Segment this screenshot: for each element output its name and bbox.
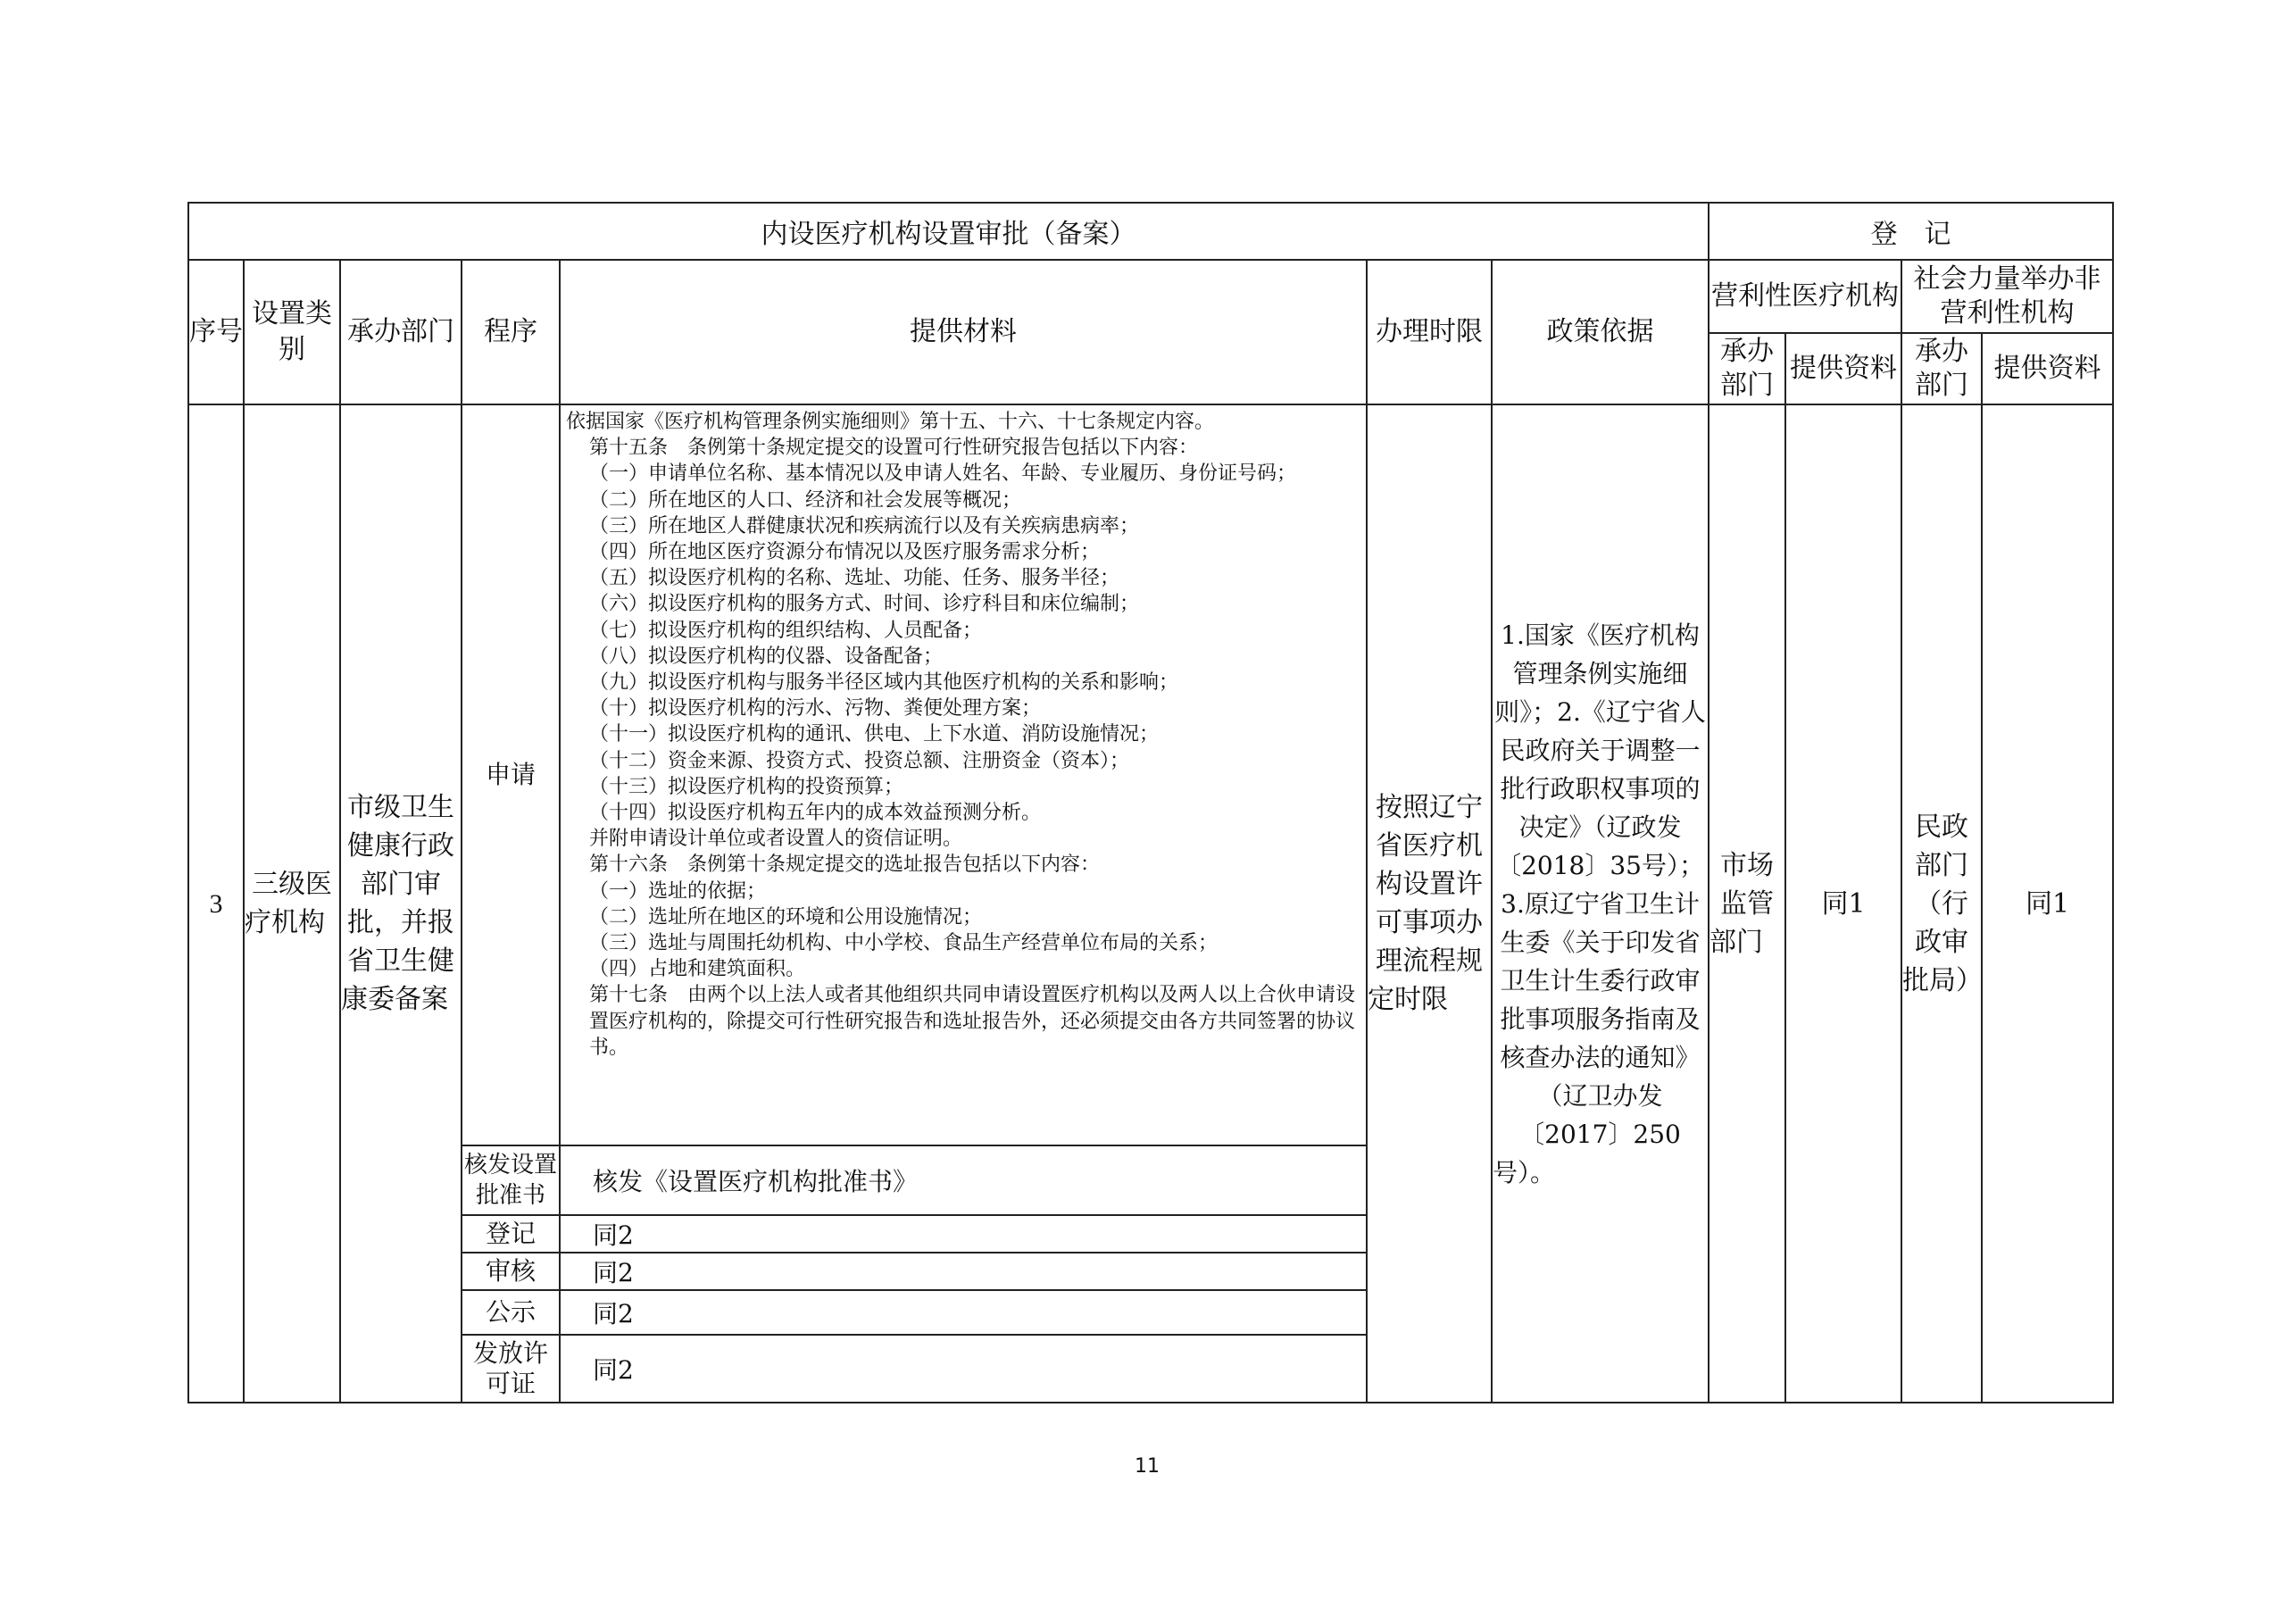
header-time: 办理时限 <box>1367 260 1492 404</box>
row-type: 三级医疗机构 <box>244 404 340 1403</box>
step-issue-approval: 核发设置批准书 <box>462 1145 560 1215</box>
material-line: 第十五条 条例第十条规定提交的设置可行性研究报告包括以下内容： <box>589 437 1199 460</box>
row-seq: 3 <box>188 404 244 1403</box>
material-line: （二）选址所在地区的环境和公用设施情况； <box>589 905 983 929</box>
material-line: （十）拟设医疗机构的污水、污物、粪便处理方案； <box>589 697 1042 720</box>
material-line: （五）拟设医疗机构的名称、选址、功能、任务、服务半径； <box>589 567 1120 590</box>
step-publicize: 公示 <box>462 1290 560 1335</box>
title-left: 内设医疗机构设置审批（备案） <box>188 203 1709 260</box>
header-policy: 政策依据 <box>1492 260 1709 404</box>
header-type: 设置类别 <box>244 260 340 404</box>
material-line: （三）选址与周围托幼机构、中小学校、食品生产经营单位布局的关系； <box>589 932 1219 955</box>
material-line: （四）占地和建筑面积。 <box>589 958 806 981</box>
material-line: （八）拟设医疗机构的仪器、设备配备； <box>589 645 944 668</box>
material-line: （一）选址的依据； <box>589 879 767 903</box>
row-profit-materials: 同1 <box>1785 404 1901 1403</box>
header-materials: 提供材料 <box>560 260 1367 404</box>
material-line: （六）拟设医疗机构的服务方式、时间、诊疗科目和床位编制； <box>589 593 1140 616</box>
step-review: 审核 <box>462 1253 560 1290</box>
step-register-materials: 同2 <box>560 1215 1367 1253</box>
material-line: （三）所在地区人群健康状况和疾病流行以及有关疾病患病率； <box>589 514 1140 537</box>
row-nonprofit-dept: 民政部门（行政审批局） <box>1901 404 1982 1403</box>
header-seq: 序号 <box>188 260 244 404</box>
material-line: 并附申请设计单位或者设置人的资信证明。 <box>589 828 963 851</box>
table-sheet <box>187 202 2112 1402</box>
material-line: （九）拟设医疗机构与服务半径区域内其他医疗机构的关系和影响； <box>589 671 1179 695</box>
row-profit-dept: 市场监管部门 <box>1709 404 1785 1403</box>
material-line: 第十六条 条例第十条规定提交的选址报告包括以下内容： <box>589 854 1101 877</box>
title-right: 登 记 <box>1709 203 2113 260</box>
row-nonprofit-materials: 同1 <box>1982 404 2113 1403</box>
material-line: 第十七条 由两个以上法人或者其他组织共同申请设置医疗机构以及两人以上合伙申请设置医疗机构的，除提交可行性研究报告和选址报告外，还必须提交由各方共同签署的协议书。 <box>589 984 1356 1059</box>
page-number: 11 <box>1135 1455 1160 1478</box>
step-register: 登记 <box>462 1215 560 1253</box>
step-review-materials: 同2 <box>560 1253 1367 1290</box>
header-dept: 承办部门 <box>340 260 462 404</box>
application-materials <box>560 404 1367 1145</box>
row-time: 按照辽宁省医疗机构设置许可事项办理流程规定时限 <box>1367 404 1492 1403</box>
material-line: （十三）拟设医疗机构的投资预算； <box>589 775 904 798</box>
material-line: 依据国家《医疗机构管理条例实施细则》第十五、十六、十七条规定内容。 <box>566 411 1215 433</box>
header-profit-group: 营利性医疗机构 <box>1709 260 1901 333</box>
step-issue-approval-materials: 核发《设置医疗机构批准书》 <box>560 1145 1367 1215</box>
header-procedure: 程序 <box>462 260 560 404</box>
approval-table <box>187 202 2114 1403</box>
material-line: （一）申请单位名称、基本情况以及申请人姓名、年龄、专业履历、身份证号码； <box>589 462 1297 486</box>
header-nonprofit-materials: 提供资料 <box>1982 333 2113 404</box>
step-issue-license-materials: 同2 <box>560 1335 1367 1403</box>
material-line: （十二）资金来源、投资方式、投资总额、注册资金（资本）； <box>589 749 1130 772</box>
row-policy: 1.国家《医疗机构管理条例实施细则》；2.《辽宁省人民政府关于调整一批行政职权事项的决定》（辽政发〔2018〕35号）；3.原辽宁省卫生计生委《关于印发省卫生计生委行政审批事项服务指南及核查办法的通知》（辽卫办发〔2017〕250号）。 <box>1492 404 1709 1403</box>
step-publicize-materials: 同2 <box>560 1290 1367 1335</box>
material-line: （四）所在地区医疗资源分布情况以及医疗服务需求分析； <box>589 541 1101 564</box>
material-line: （二）所在地区的人口、经济和社会发展等概况； <box>589 488 1022 512</box>
header-nonprofit-dept: 承办部门 <box>1901 333 1982 404</box>
material-line: （七）拟设医疗机构的组织结构、人员配备； <box>589 619 983 642</box>
material-line: （十一）拟设医疗机构的通讯、供电、上下水道、消防设施情况； <box>589 723 1160 746</box>
header-profit-dept: 承办部门 <box>1709 333 1785 404</box>
header-nonprofit-group: 社会力量举办非营利性机构 <box>1901 260 2113 333</box>
material-line: （十四）拟设医疗机构五年内的成本效益预测分析。 <box>589 802 1042 825</box>
header-profit-materials: 提供资料 <box>1785 333 1901 404</box>
step-issue-license: 发放许可证 <box>462 1335 560 1403</box>
row-dept: 市级卫生健康行政部门审批，并报省卫生健康委备案 <box>340 404 462 1403</box>
step-apply: 申请 <box>462 404 560 1145</box>
